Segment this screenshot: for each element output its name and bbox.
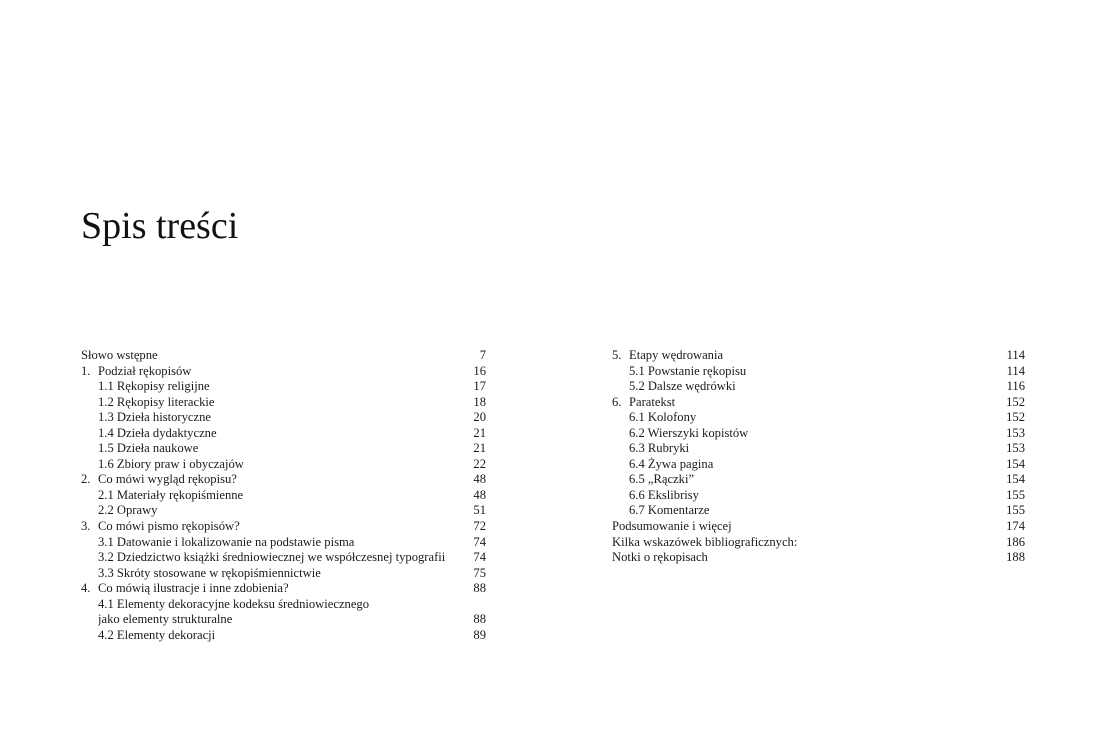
toc-entry bbox=[612, 410, 1025, 426]
toc-entry bbox=[612, 488, 1025, 504]
toc-entry-label: 6.2 Wierszyki kopistów bbox=[629, 425, 749, 440]
toc-entry-page: 48 bbox=[473, 487, 486, 502]
toc-entry bbox=[612, 379, 1025, 395]
toc-entry-page: 75 bbox=[473, 565, 486, 580]
toc-entry-page: 17 bbox=[473, 379, 486, 394]
toc-entry bbox=[612, 535, 1025, 551]
toc-entry bbox=[612, 519, 1025, 535]
toc-entry bbox=[81, 364, 486, 380]
toc-entry-page: 21 bbox=[473, 441, 486, 456]
toc-entry-page: 154 bbox=[1006, 456, 1025, 471]
toc-entry-label: 6.1 Kolofony bbox=[629, 410, 697, 425]
toc-entry bbox=[81, 441, 486, 457]
toc-entry bbox=[81, 612, 486, 628]
toc-entry bbox=[81, 535, 486, 551]
toc-entry-label: Podsumowanie i więcej bbox=[612, 519, 732, 534]
toc-entry bbox=[81, 581, 486, 597]
toc-entry-page: 188 bbox=[1006, 550, 1025, 565]
toc-entry-label: 2.2 Oprawy bbox=[98, 503, 158, 518]
toc-entry-label: Kilka wskazówek bibliograficznych: bbox=[612, 534, 798, 549]
toc-entry-label: Co mówią ilustracje i inne zdobienia? bbox=[98, 581, 289, 596]
toc-entry bbox=[612, 395, 1025, 411]
toc-entry-page: 174 bbox=[1006, 519, 1025, 534]
toc-entry-label: 6.6 Ekslibrisy bbox=[629, 487, 699, 502]
toc-entry-page: 114 bbox=[1006, 363, 1025, 378]
toc-entry-page: 114 bbox=[1006, 348, 1025, 362]
toc-entry bbox=[612, 364, 1025, 380]
toc-entry-page: 74 bbox=[473, 550, 486, 565]
toc-entry bbox=[612, 503, 1025, 519]
toc-entry-page: 155 bbox=[1006, 487, 1025, 502]
toc-entry-number: 4. bbox=[81, 581, 91, 596]
toc-entry-page: 16 bbox=[473, 363, 486, 378]
toc-entry bbox=[81, 472, 486, 488]
toc-left-column bbox=[81, 348, 486, 643]
toc-entry bbox=[81, 348, 486, 364]
toc-entry-label: 1.2 Rękopisy literackie bbox=[98, 394, 215, 409]
toc-entry-page: 74 bbox=[473, 534, 486, 549]
toc-entry-page: 88 bbox=[473, 581, 486, 596]
toc-entry-page: 88 bbox=[473, 612, 486, 627]
toc-entry-label: Etapy wędrowania bbox=[629, 348, 724, 362]
toc-entry-label: 1.5 Dzieła naukowe bbox=[98, 441, 199, 456]
toc-entry bbox=[81, 550, 486, 566]
toc-entry-number: 5. bbox=[612, 348, 622, 362]
toc-entry-page: 7 bbox=[479, 348, 486, 362]
toc-entry-label: 3.3 Skróty stosowane w rękopiśmiennictwie bbox=[98, 565, 321, 580]
toc-entry bbox=[81, 488, 486, 504]
toc-right-column bbox=[612, 348, 1025, 566]
toc-entry-number: 6. bbox=[612, 394, 622, 409]
toc-entry-label: Co mówi pismo rękopisów? bbox=[98, 519, 240, 534]
toc-entry-page: 22 bbox=[473, 456, 486, 471]
toc-entry-label: 1.1 Rękopisy religijne bbox=[98, 379, 210, 394]
toc-entry-page: 48 bbox=[473, 472, 486, 487]
toc-entry bbox=[81, 457, 486, 473]
toc-entry bbox=[81, 597, 486, 613]
toc-entry bbox=[81, 628, 486, 644]
toc-entry-label: 4.2 Elementy dekoracji bbox=[98, 627, 216, 642]
toc-entry-page: 152 bbox=[1006, 394, 1025, 409]
toc-entry bbox=[612, 472, 1025, 488]
toc-entry bbox=[612, 441, 1025, 457]
toc-entry-label: 3.1 Datowanie i lokalizowanie na podstawie pisma bbox=[98, 534, 355, 549]
toc-entry-page: 186 bbox=[1006, 534, 1025, 549]
toc-entry bbox=[612, 550, 1025, 566]
toc-entry bbox=[612, 426, 1025, 442]
toc-entry-label: Słowo wstępne bbox=[81, 348, 158, 362]
toc-entry bbox=[612, 348, 1025, 364]
toc-entry bbox=[81, 566, 486, 582]
toc-entry-label: Paratekst bbox=[629, 394, 676, 409]
toc-entry bbox=[81, 379, 486, 395]
toc-entry-label: 5.1 Powstanie rękopisu bbox=[629, 363, 747, 378]
toc-entry-page: 153 bbox=[1006, 425, 1025, 440]
toc-entry-label: 5.2 Dalsze wędrówki bbox=[629, 379, 736, 394]
toc-entry-label: 6.4 Żywa pagina bbox=[629, 456, 714, 471]
toc-entry-page: 153 bbox=[1006, 441, 1025, 456]
toc-entry-page: 154 bbox=[1006, 472, 1025, 487]
toc-entry-page: 72 bbox=[473, 519, 486, 534]
toc-entry-page: 152 bbox=[1006, 410, 1025, 425]
toc-entry-page: 18 bbox=[473, 394, 486, 409]
toc-entry bbox=[612, 457, 1025, 473]
toc-entry-label: 1.3 Dzieła historyczne bbox=[98, 410, 211, 425]
page-title: Spis treści bbox=[81, 205, 239, 247]
toc-entry-page: 89 bbox=[473, 627, 486, 642]
toc-entry-label: 3.2 Dziedzictwo książki średniowiecznej we współczesnej typografii bbox=[98, 550, 446, 565]
toc-entry-label: Podział rękopisów bbox=[98, 363, 192, 378]
toc-entry-label: 1.6 Zbiory praw i obyczajów bbox=[98, 456, 244, 471]
toc-entry-label: 6.7 Komentarze bbox=[629, 503, 710, 518]
toc-entry-label: 4.1 Elementy dekoracyjne kodeksu średniowiecznego bbox=[98, 596, 370, 611]
toc-entry-label: 2.1 Materiały rękopiśmienne bbox=[98, 487, 244, 502]
toc-entry-page: 21 bbox=[473, 425, 486, 440]
toc-entry-number: 2. bbox=[81, 472, 91, 487]
toc-entry-label: 1.4 Dzieła dydaktyczne bbox=[98, 425, 217, 440]
toc-entry bbox=[81, 426, 486, 442]
toc-entry-page: 20 bbox=[473, 410, 486, 425]
toc-entry-page: 116 bbox=[1006, 379, 1025, 394]
toc-entry bbox=[81, 410, 486, 426]
toc-entry-label: Notki o rękopisach bbox=[612, 550, 708, 565]
toc-entry-label: 6.3 Rubryki bbox=[629, 441, 690, 456]
toc-entry bbox=[81, 519, 486, 535]
toc-entry-number: 1. bbox=[81, 363, 91, 378]
toc-entry bbox=[81, 503, 486, 519]
toc-entry-label: jako elementy strukturalne bbox=[98, 612, 233, 627]
toc-entry bbox=[81, 395, 486, 411]
toc-entry-label: 6.5 „Rączki” bbox=[629, 472, 695, 487]
toc-entry-page: 51 bbox=[473, 503, 486, 518]
toc-entry-number: 3. bbox=[81, 519, 91, 534]
toc-entry-page: 155 bbox=[1006, 503, 1025, 518]
toc-entry-label: Co mówi wygląd rękopisu? bbox=[98, 472, 237, 487]
